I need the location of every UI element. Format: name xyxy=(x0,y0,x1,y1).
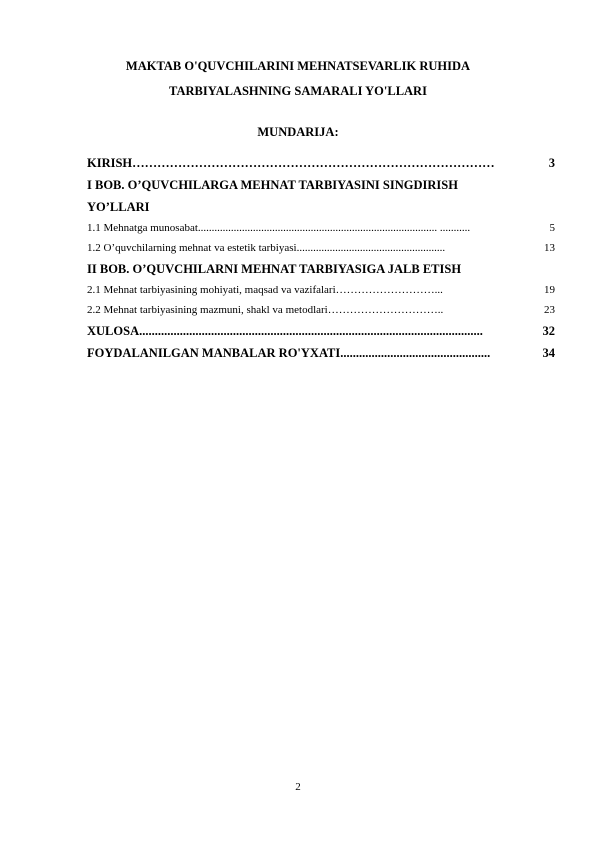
toc-entry-leader: .............................................................................................................. xyxy=(139,324,483,338)
toc-entry-leader: ………………………... xyxy=(335,284,443,296)
toc-entry-foydalanilgan[interactable] xyxy=(87,342,555,364)
toc-entry-chapter2[interactable] xyxy=(87,258,555,280)
toc-entry-text: 1.2 O’quvchilarning mehnat va estetik tarbiyasi xyxy=(87,242,297,254)
toc-entry-text: FOYDALANILGAN MANBALAR RO'YXATI xyxy=(87,346,341,360)
toc-entry-leader: ………………………….. xyxy=(327,304,444,316)
toc-entry-text: I BOB. O’QUVCHILARGA MEHNAT TARBIYASINI SINGDIRISH xyxy=(87,178,458,192)
document-title-line2: TARBIYALASHNING SAMARALI YO'LLARI xyxy=(169,84,427,98)
page-number: 2 xyxy=(295,781,301,793)
toc-entry-leader: …………………………………………………………………………… xyxy=(132,156,495,170)
toc-entry-1-2[interactable] xyxy=(87,238,555,258)
toc-entry-xulosa[interactable] xyxy=(87,320,555,342)
table-of-contents xyxy=(87,152,555,364)
toc-entry-text: II BOB. O’QUVCHILARNI MEHNAT TARBIYASIGA JALB ETISH xyxy=(87,262,462,276)
toc-entry-page: 32 xyxy=(542,324,555,338)
toc-entry-text: XULOSA xyxy=(87,324,140,338)
toc-entry-text: KIRISH xyxy=(87,156,133,170)
toc-entry-text-continued: YO’LLARI xyxy=(87,200,150,214)
toc-entry-chapter1-cont xyxy=(87,196,555,218)
toc-entry-2-1[interactable] xyxy=(87,280,555,300)
toc-entry-page: 34 xyxy=(542,346,555,360)
toc-entry-page: 5 xyxy=(549,222,555,234)
toc-entry-leader: ....................................................................................... ........... xyxy=(197,222,471,234)
toc-entry-chapter1[interactable] xyxy=(87,174,555,196)
document-title-line1: MAKTAB O'QUVCHILARINI MEHNATSEVARLIK RUHIDA xyxy=(125,59,471,73)
toc-heading: MUNDARIJA: xyxy=(257,125,339,139)
toc-entry-text: 1.1 Mehnatga munosabat xyxy=(87,222,198,234)
toc-entry-page: 13 xyxy=(544,242,555,254)
toc-entry-leader: ...................................................... xyxy=(296,242,446,254)
toc-entry-leader: ................................................ xyxy=(340,346,491,360)
toc-entry-page: 19 xyxy=(544,284,555,296)
toc-entry-1-1[interactable] xyxy=(87,218,555,238)
toc-entry-page: 3 xyxy=(548,156,555,170)
toc-entry-2-2[interactable] xyxy=(87,300,555,320)
toc-entry-page: 23 xyxy=(544,304,555,316)
toc-entry-kirish[interactable] xyxy=(87,152,555,174)
toc-entry-text: 2.1 Mehnat tarbiyasining mohiyati, maqsad va vazifalari xyxy=(87,284,336,296)
toc-entry-text: 2.2 Mehnat tarbiyasining mazmuni, shakl va metodlari xyxy=(87,304,328,316)
